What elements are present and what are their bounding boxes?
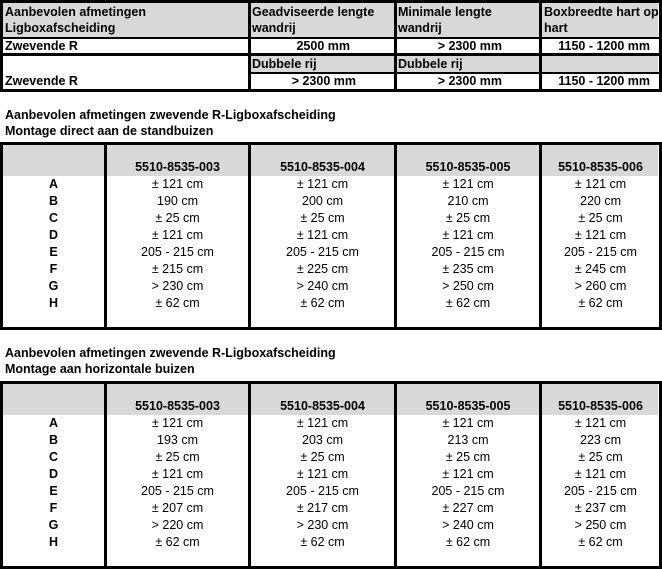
top-row2-col2: > 2300 mm — [291, 74, 356, 88]
top-row2-col3: > 2300 mm — [437, 74, 502, 88]
table1-cell: ± 121 cm — [296, 177, 349, 191]
top-header-col3: Minimale lengte wandrij — [398, 5, 492, 35]
table2-cell: ± 121 cm — [442, 467, 494, 481]
table1-cell: 210 cm — [447, 194, 489, 208]
table1-column-006 — [542, 176, 659, 312]
table1-cell: ± 62 cm — [300, 296, 345, 310]
table2-cell: ± 25 cm — [155, 450, 200, 464]
table2-cell: ± 121 cm — [442, 416, 494, 430]
table2-cell: ± 237 cm — [574, 501, 627, 515]
table1-cell: ± 245 cm — [574, 262, 627, 276]
table2-cell: ± 121 cm — [296, 416, 349, 430]
table1-letter-c: C — [48, 211, 59, 225]
table2-cell: 223 cm — [580, 433, 621, 447]
top-row1-label: Zwevende R — [5, 39, 78, 53]
table1-cell: ± 121 cm — [442, 177, 494, 191]
table2-cell: ± 62 cm — [578, 535, 623, 549]
table2-cell: ± 207 cm — [151, 501, 204, 515]
top-header-col4: Boxbreedte hart op hart — [544, 5, 659, 35]
top-row2-sub-col3: Dubbele rij — [398, 57, 463, 71]
table2-subtitle: Montage aan horizontale buizen — [5, 362, 195, 376]
table2-model-2: 5510-8535-004 — [280, 399, 365, 413]
table1-cell: > 240 cm — [296, 279, 349, 293]
table1-letter-e: E — [49, 245, 58, 259]
table1-cell: 200 cm — [302, 194, 343, 208]
table2-letter-d: D — [48, 467, 59, 481]
table1-cell: ± 215 cm — [151, 262, 204, 276]
top-row1-col2: 2500 mm — [296, 39, 350, 53]
table2-cell: ± 121 cm — [574, 416, 627, 430]
table2-letter-c: C — [48, 450, 59, 464]
table1-cell: 190 cm — [157, 194, 198, 208]
table1-cell: ± 121 cm — [442, 228, 494, 242]
table1-cell: 205 - 215 cm — [286, 245, 359, 259]
top-row2-label: Zwevende R — [5, 74, 78, 88]
table1-model-4: 5510-8535-006 — [558, 160, 643, 174]
table1-cell: ± 121 cm — [574, 228, 627, 242]
table2-model-3: 5510-8535-005 — [425, 399, 511, 413]
table2-letter-column — [3, 415, 104, 551]
table1-model-2: 5510-8535-004 — [280, 160, 365, 174]
table2-cell: > 240 cm — [442, 518, 494, 532]
table1-cell: 205 - 215 cm — [564, 245, 637, 259]
table2-title: Aanbevolen afmetingen zwevende R-Ligboxafscheiding — [5, 346, 336, 360]
table1 — [0, 142, 662, 330]
table1-cell: > 250 cm — [442, 279, 494, 293]
table2-column-003 — [107, 415, 248, 551]
table1-cell: ± 25 cm — [578, 211, 623, 225]
table2-letter-a: A — [48, 416, 59, 430]
table1-letter-f: F — [49, 262, 58, 276]
table2-cell: 193 cm — [157, 433, 198, 447]
table1-cell: ± 121 cm — [574, 177, 627, 191]
top-row2-col4: 1150 - 1200 mm — [558, 74, 650, 88]
table2-cell: 205 - 215 cm — [141, 484, 214, 498]
table1-model-3: 5510-8535-005 — [425, 160, 511, 174]
table1-cell: ± 225 cm — [296, 262, 349, 276]
table2-cell: ± 25 cm — [300, 450, 345, 464]
table2-column-004 — [251, 415, 394, 551]
table2-letter-f: F — [49, 501, 58, 515]
top-header-col2: Geadviseerde lengte wandrij — [252, 5, 375, 35]
table2-cell: ± 121 cm — [151, 416, 204, 430]
table2 — [0, 381, 662, 569]
table1-column-004 — [251, 176, 394, 312]
table2-cell: ± 217 cm — [296, 501, 349, 515]
table2-cell: ± 25 cm — [578, 450, 623, 464]
table1-cell: ± 25 cm — [155, 211, 200, 225]
table2-column-005 — [397, 415, 539, 551]
table2-cell: 203 cm — [302, 433, 343, 447]
table1-column-005 — [397, 176, 539, 312]
table2-model-4: 5510-8535-006 — [558, 399, 643, 413]
table1-model-1: 5510-8535-003 — [135, 160, 220, 174]
table1-cell: ± 25 cm — [300, 211, 345, 225]
table2-cell: ± 62 cm — [445, 535, 491, 549]
table1-cell: 220 cm — [580, 194, 621, 208]
table2-letter-g: G — [48, 518, 59, 532]
table1-column-003 — [107, 176, 248, 312]
table2-letter-e: E — [49, 484, 58, 498]
table1-cell: ± 25 cm — [445, 211, 491, 225]
top-row1-col4: 1150 - 1200 mm — [558, 39, 650, 53]
table2-model-1: 5510-8535-003 — [135, 399, 220, 413]
table2-cell: ± 62 cm — [155, 535, 200, 549]
table2-cell: 205 - 215 cm — [431, 484, 505, 498]
table1-letter-d: D — [48, 228, 59, 242]
table1-cell: 205 - 215 cm — [431, 245, 505, 259]
table1-letter-b: B — [48, 194, 59, 208]
table1-cell: > 230 cm — [151, 279, 204, 293]
table2-cell: > 250 cm — [574, 518, 627, 532]
table2-cell: ± 121 cm — [151, 467, 204, 481]
table1-cell: ± 235 cm — [442, 262, 494, 276]
table2-letter-h: H — [48, 535, 59, 549]
table2-cell: > 230 cm — [296, 518, 349, 532]
top-row2-sub-col2: Dubbele rij — [252, 57, 317, 71]
table1-letter-a: A — [48, 177, 59, 191]
table2-cell: ± 227 cm — [442, 501, 494, 515]
table1-letter-h: H — [48, 296, 59, 310]
table2-cell: 205 - 215 cm — [564, 484, 637, 498]
table2-cell: > 220 cm — [151, 518, 204, 532]
table2-letter-b: B — [48, 433, 59, 447]
table1-cell: ± 121 cm — [151, 177, 204, 191]
table2-cell: 205 - 215 cm — [286, 484, 359, 498]
table1-title: Aanbevolen afmetingen zwevende R-Ligboxafscheiding — [5, 108, 336, 122]
table1-cell: ± 62 cm — [445, 296, 491, 310]
table1-cell: 205 - 215 cm — [141, 245, 214, 259]
table2-cell: ± 121 cm — [574, 467, 627, 481]
table1-letter-g: G — [48, 279, 59, 293]
table1-cell: > 260 cm — [574, 279, 627, 293]
table2-cell: ± 121 cm — [296, 467, 349, 481]
table1-cell: ± 121 cm — [151, 228, 204, 242]
table1-letter-column — [3, 176, 104, 312]
table1-cell: ± 121 cm — [296, 228, 349, 242]
table2-cell: ± 25 cm — [445, 450, 491, 464]
top-header-col1: Aanbevolen afmetingen Ligboxafscheiding — [5, 5, 146, 35]
table1-cell: ± 62 cm — [578, 296, 623, 310]
top-row1-col3: > 2300 mm — [437, 39, 502, 53]
table2-cell: ± 62 cm — [300, 535, 345, 549]
table1-subtitle: Montage direct aan de standbuizen — [5, 124, 214, 138]
table1-cell: ± 62 cm — [155, 296, 200, 310]
table2-cell: 213 cm — [447, 433, 489, 447]
table2-column-006 — [542, 415, 659, 551]
